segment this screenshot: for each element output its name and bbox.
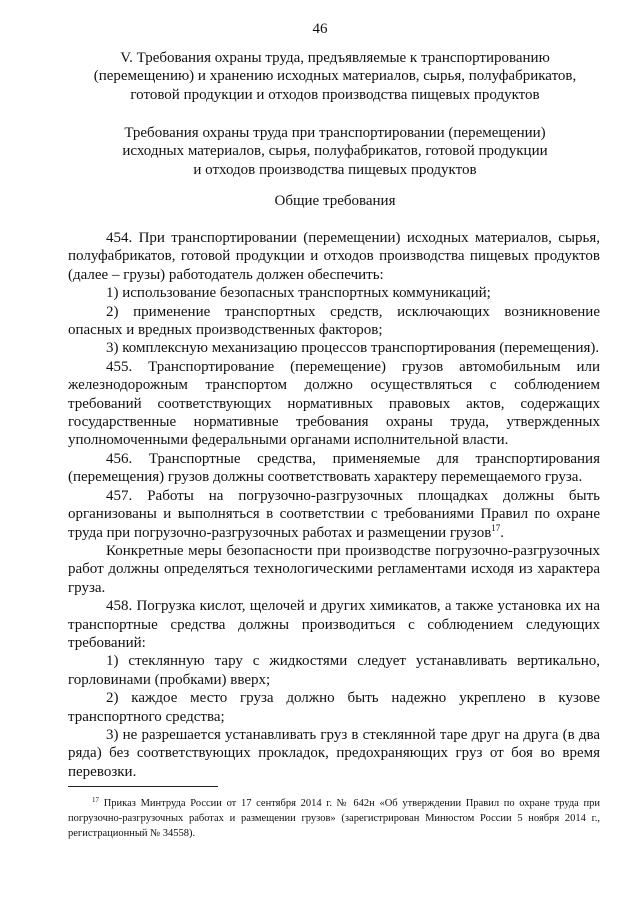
subsection-heading-line: Требования охраны труда при транспортировании (перемещении) (124, 125, 546, 141)
list-item-454-1: 1) использование безопасных транспортных коммуникаций; (106, 285, 491, 302)
footnote-divider (68, 786, 218, 787)
footnote-reference[interactable]: 17 (491, 522, 501, 533)
section-heading-line: готовой продукции и отходов производства пищевых продуктов (130, 86, 540, 103)
paragraph-457-text: 457. Работы на погрузочно-разгрузочных площадках должны быть организованы и выполняться в соответствии с требованиями Правил по охране труда при погрузочно-разгрузочных работах и размещении грузов (68, 487, 600, 541)
list-item-458-2: 2) каждое место груза должно быть надежно укреплено в кузове транспортного средства; (68, 690, 600, 725)
paragraph-457-continued: Конкретные меры безопасности при производстве погрузочно-разгрузочных работ должны определяться технологическими регламентами исходя из характера груза. (68, 542, 600, 596)
paragraph-454: 454. При транспортировании (перемещении) исходных материалов, сырья, полуфабрикатов, готовой продукции и отходов производства пищевых продуктов (далее – грузы) работодатель должен обеспечить: (68, 230, 600, 283)
general-requirements-title: Общие требования (274, 193, 396, 209)
list-item-454-2: 2) применение транспортных средств, исключающих возникновение опасных и вредных производственных факторов; (68, 303, 600, 339)
footnote-number: 17 (92, 796, 99, 804)
list-item-458-3: 3) не разрешается устанавливать груз в стеклянной таре друг на друга (в два ряда) без соответствующих прокладок, предохраняющих груз от боя во время перевозки. (68, 726, 600, 780)
subsection-heading-line: исходных материалов, сырья, полуфабрикатов, готовой продукции (122, 143, 548, 160)
section-heading-line: (перемещению) и хранению исходных материалов, сырья, полуфабрикатов, (93, 68, 577, 85)
footnote (68, 796, 600, 841)
paragraph-458: 458. Погрузка кислот, щелочей и других химикатов, а также установка их на транспортные средства должны производиться с соблюдением следующих требований: (68, 598, 600, 651)
paragraph-456: 456. Транспортные средства, применяемые для транспортирования (перемещения) грузов должны соответствовать характеру перемещаемого груза. (68, 450, 600, 486)
document-body (68, 229, 600, 781)
paragraph-457 (68, 487, 600, 542)
footnote-text: Приказ Минтруда России от 17 сентября 2014 г. № 642н «Об утверждении Правил по охране труда при погрузочно-разгрузочных работах и размещении грузов» (зарегистрирован Минюстом России 5 ноября 2014 г., регистрационный № 34558). (68, 798, 601, 839)
paragraph-455: 455. Транспортирование (перемещение) грузов автомобильным или железнодорожным транспортом должно осуществляться с соблюдением требований соответствующих нормативных правовых актов, содержащих государственные нормативные требования охраны труда, утвержденных уполномоченными федеральными органами исполнительной власти. (68, 358, 600, 449)
paragraph-457-end: . (500, 524, 505, 541)
subsection-heading-line: и отходов производства пищевых продуктов (193, 161, 477, 178)
subsection-heading (70, 124, 600, 179)
section-heading (70, 49, 600, 104)
page-number: 46 (312, 21, 328, 37)
list-item-454-3: 3) комплексную механизацию процессов транспортирования (перемещения). (106, 340, 600, 357)
section-heading-line: V. Требования охраны труда, предъявляемые к транспортированию (120, 50, 550, 66)
list-item-458-1: 1) стеклянную тару с жидкостями следует устанавливать вертикально, горловинами (пробками) вверх; (68, 653, 600, 688)
